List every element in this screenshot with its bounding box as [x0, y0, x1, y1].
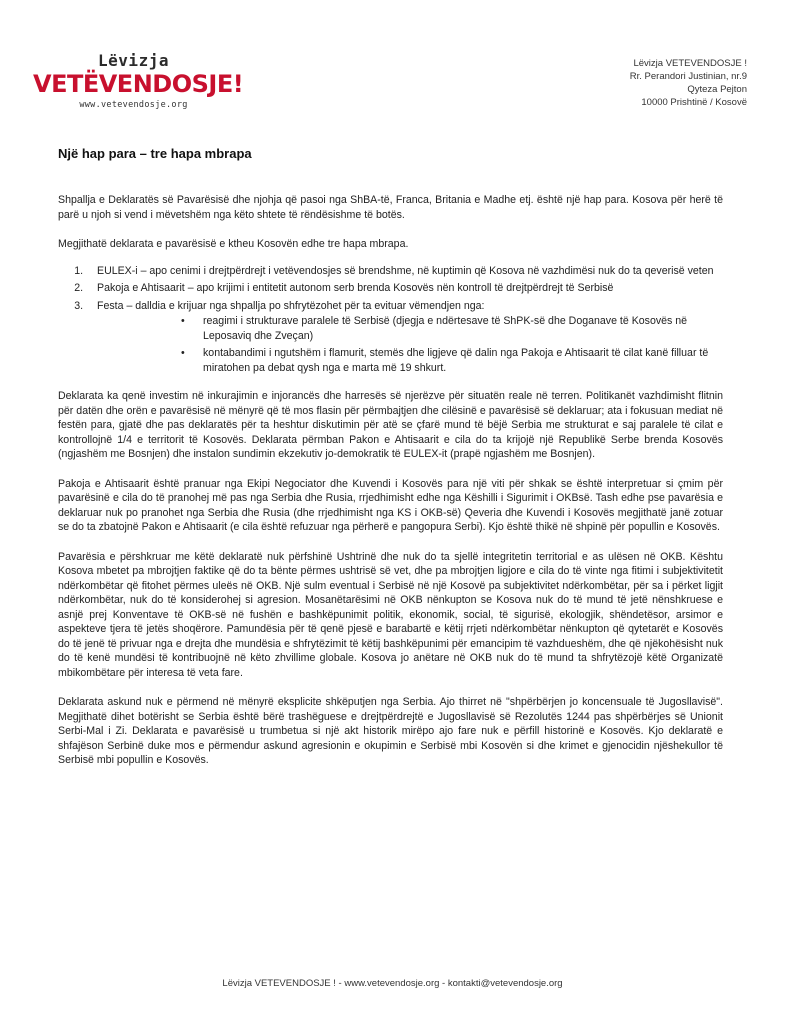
page-footer: Lëvizja VETEVENDOSJE ! - www.vetevendosje.org - kontakti@vetevendosje.org — [222, 978, 563, 989]
bullet-item: • reagimi i strukturave paralele të Serbisë (djegja e ndërtesave të ShPK-së dhe Doganave të Kosovës në Leposaviq dhe Zveçan) — [195, 314, 723, 343]
list-item-text: Festa – dalldia e krijuar nga shpallja po shfrytëzohet për ta evituar vëmendjen nga: — [97, 299, 485, 312]
organization-logo — [31, 50, 244, 118]
list-item — [86, 264, 723, 279]
lead-paragraph: Megjithatë deklarata e pavarësisë e ktheu Kosovën edhe tre hapa mbrapa. — [58, 238, 409, 250]
list-item-text: EULEX-i – apo cenimi i drejtpërdrejt i vetëvendosjes së brendshme, në kuptimin që Kosova në vazhdimësi nuk do ta qeverisë veten — [97, 264, 714, 277]
body-paragraph: Deklarata ka qenë investim në inkurajimin e injorancës dhe harresës së njerëzve për situatën reale në terren. Politikanët vazhdimisht flitnin për datën dhe orën e pavarësisë në mënyrë që të mos flasin për përmbajtjen dhe cilësinë e pavarësisë së deklaruar; ata i fokusuan mediat në festën para, gjatë dhe pas deklaratës për ta heshtur diskutimin për atë se çfarë mund të bëjë Serbia me strukturat e saj paralele të cilat e kontrollojnë 1/4 e territorit të Kosovës. Deklarata përmban Pakon e Ahtisaarit e cila do ta krijojë një Republikë Serbe brenda Kosovës (ngjashëm me Bosnjen) dhe instalon sundimin ekzekutiv jo-demokratik të EULEX-it (prapë ngjashëm me Bosnjen). — [58, 390, 723, 460]
list-item — [86, 281, 723, 296]
logo-main-text: VETËVENDOSJE! — [33, 70, 244, 98]
body-paragraph: Pavarësia e përshkruar me këtë deklaratë nuk përfshinë Ushtrinë dhe nuk do ta sjellë integritetin territorial e as ulësen në OKB. Kështu Kosova mbetet pa mbrojtjen faktike që do ta bënte përmes ushtrisë së vet, dhe pa mbrojtjen ligjore e cila do të vinte nga fitimi i subjektivitetit ndërkombëtar që fitohet përmes uleës në OKB. Një sulm eventual i Serbisë në një Kosovë pa subjektivitet ndërkombëtar, për sa i përket ligjit ndërkombëtar, nuk do të konsiderohej si agresion. Mosanëtarësimi në OKB nënkupton se Kosova nuk do të mund të jetë nënshkruese e asnjë prej Konventave të OKB-së në fushën e bashkëpunimit politik, ekonomik, social, të sigurisë, ekologjik, shëndetësor, arsimor e aspekteve tjera të jetës shoqërore. Pamundësia për të qenë pjesë e barabartë e këtij rrjeti ndërkombëtar nënkupton që qytetarët e Kosovës do të jenë të privuar nga e drejta dhe mundësia e shfrytëzimit të këtij bashkëpunimi për emancipim të vazhdueshëm, dhe që njëkohësisht nuk do të kenë mundësi të kontribuojnë në këto zhvillime globale. Kosova jo anëtare në OKB nuk do të mund ta shfrytëzojë këtë Organizatë mbikombëtare për interesa të veta fare. — [58, 550, 723, 679]
list-item-text: Pakoja e Ahtisaarit – apo krijimi i entitetit autonom serb brenda Kosovës nën kontroll të drejtpërdrejt të Serbisë — [97, 282, 614, 294]
body-paragraph: Deklarata askund nuk e përmend në mënyrë eksplicite shkëputjen nga Serbia. Ajo thirret në "shpërbërjen jo koncensuale të Jugosllavisë". Megjithatë dihet botërisht se Serbia është bërë trashëguese e drejtpërdrejtë e Jugosllavisë së Rezolutës 1244 pas shpërbërjes së Unionit Serbi-Mal i Zi. Deklarata e pavarësisë u trumbetua si një akt historik mirëpo ajo fare nuk e përfill historinë e Kosovës. Kjo deklaratë e shfajëson Serbinë duke mos e përmendur askund agresionin e okupimin e Serbisë mbi Kosovën si dhe krimet e gjenocidin njëshekullor të Serbisë mbi popullin e Kosovës. — [58, 696, 723, 766]
intro-paragraph: Shpallja e Deklaratës së Pavarësisë dhe njohja që pasoi nga ShBA-të, Franca, Britania e Madhe etj. është një hap para. Kosova për herë të parë u njoh si vend i mëvetshëm nga këto shtete të rëndësishme të botës. — [58, 194, 723, 221]
address-line: 10000 Prishtinë / Kosovë — [641, 97, 747, 108]
bullet-item: • kontabandimi i ngutshëm i flamurit, stemës dhe ligjeve që dalin nga Pakoja e Ahtisaarit të cilat kanë filluar të miratohen pa debat qysh nga e marta më 19 shkurt. — [195, 346, 723, 375]
numbered-list — [58, 264, 723, 376]
letterhead-address — [630, 57, 747, 109]
address-line: Rr. Perandori Justinian, nr.9 — [629, 71, 747, 82]
body-paragraph: Pakoja e Ahtisaarit është pranuar nga Ekipi Negociator dhe Kuvendi i Kosovës para një viti për shkak se është interpretuar si çmim për pavarësinë e cila do të pranohej më pas nga Serbia dhe Rusia, rrjedhimisht edhe nga Këshilli i Sigurimit i OKBsë. Tash edhe pse pavarësia e deklaruar nuk po pranohet nga Serbia dhe Rusia (dhe rrjedhimisht nga KS i OKB-së) Qeveria dhe Kuvendi i Kosovës megjithatë janë zotuar se do ta zbatojnë Pakon e Ahtisaarit (e cila është refuzuar nga përherë e pangopura Serbi). Kjo është thikë në shpinë për popullin e Kosovës. — [58, 477, 723, 533]
bullet-list — [97, 314, 723, 375]
logo-top-text: Lëvizja — [98, 51, 169, 70]
address-line: Qyteza Pejton — [687, 84, 747, 95]
document-title: Një hap para – tre hapa mbrapa — [58, 146, 252, 161]
logo-url-text: www.vetevendosje.org — [79, 100, 188, 110]
document-body — [58, 193, 723, 783]
address-line: Lëvizja VETEVENDOSJE ! — [633, 58, 747, 69]
list-item — [86, 299, 723, 376]
